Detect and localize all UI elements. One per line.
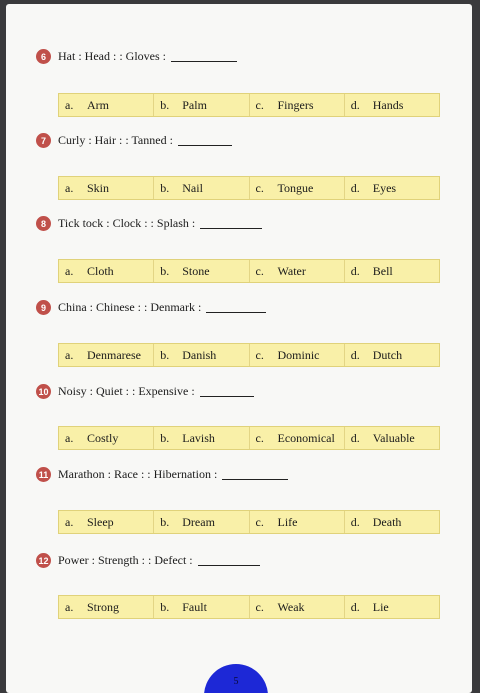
question-9 [36,300,266,315]
option-word: Arm [87,97,109,112]
option-b[interactable]: b. Fault [154,596,249,618]
option-word: Valuable [372,430,415,445]
answer-blank[interactable] [222,469,288,480]
option-word: Dutch [372,347,403,362]
option-c[interactable]: c. Tongue [250,177,345,199]
option-word: Strong [87,599,120,614]
option-c[interactable]: c. Economical [250,427,345,449]
option-d[interactable]: d. Bell [350,263,393,278]
question-10 [36,384,254,399]
options-row-6 [58,93,440,117]
question-text: China : Chinese : : Denmark : [58,300,202,314]
question-number: 6 [36,49,51,64]
options-row-8 [58,259,440,283]
question-11 [36,467,288,482]
option-word: Dream [182,514,215,529]
option-d[interactable]: d. Eyes [350,180,397,195]
option-word: Lie [372,599,389,614]
question-number: 10 [36,384,51,399]
answer-blank[interactable] [198,555,260,566]
option-a[interactable]: a. Strong [59,596,154,618]
option-d[interactable]: d. Lie [350,599,389,614]
option-word: Stone [182,263,210,278]
option-a[interactable]: a. Costly [59,427,154,449]
question-7 [36,133,232,148]
option-d[interactable]: d. Dutch [350,347,403,362]
question-number: 12 [36,553,51,568]
answer-blank[interactable] [178,135,232,146]
option-b[interactable]: b. Nail [154,177,249,199]
page-number: 5 [233,676,239,687]
option-word: Lavish [182,430,215,445]
option-a[interactable]: a. Skin [59,177,154,199]
option-word: Death [372,514,402,529]
answer-blank[interactable] [200,386,254,397]
option-word: Hands [372,97,404,112]
option-a[interactable]: a. Sleep [59,511,154,533]
option-word: Nail [182,180,203,195]
option-word: Tongue [277,180,314,195]
question-text: Noisy : Quiet : : Expensive : [58,384,195,398]
option-c[interactable]: c. Dominic [250,344,345,366]
question-text: Marathon : Race : : Hibernation : [58,467,218,481]
option-word: Economical [277,430,335,445]
options-row-12 [58,595,440,619]
option-a[interactable]: a. Denmarese [59,344,154,366]
option-c[interactable]: c. Fingers [250,94,345,116]
option-b[interactable]: b. Stone [154,260,249,282]
question-8 [36,216,262,231]
question-number: 8 [36,216,51,231]
options-row-7 [58,176,440,200]
options-row-10 [58,426,440,450]
question-12 [36,553,260,568]
option-d[interactable]: d. Death [350,514,402,529]
option-word: Cloth [87,263,114,278]
option-word: Bell [372,263,393,278]
option-b[interactable]: b. Palm [154,94,249,116]
option-word: Fault [182,599,207,614]
question-number: 11 [36,467,51,482]
option-word: Weak [277,599,305,614]
option-d[interactable]: d. Hands [350,97,404,112]
question-text: Hat : Head : : Gloves : [58,49,166,63]
option-d[interactable]: d. Valuable [350,430,415,445]
option-c[interactable]: c. Life [250,511,345,533]
option-word: Palm [182,97,207,112]
option-word: Fingers [277,97,314,112]
option-word: Water [277,263,306,278]
option-b[interactable]: b. Lavish [154,427,249,449]
question-number: 9 [36,300,51,315]
question-text: Power : Strength : : Defect : [58,553,193,567]
answer-blank[interactable] [206,302,266,313]
question-text: Curly : Hair : : Tanned : [58,133,173,147]
option-word: Dominic [277,347,320,362]
option-word: Costly [87,430,119,445]
question-text: Tick tock : Clock : : Splash : [58,216,196,230]
option-b[interactable]: b. Danish [154,344,249,366]
option-word: Danish [182,347,217,362]
answer-blank[interactable] [171,51,237,62]
option-word: Life [277,514,298,529]
option-a[interactable]: a. Arm [59,94,154,116]
answer-blank[interactable] [200,218,262,229]
option-word: Eyes [372,180,397,195]
option-word: Denmarese [87,347,141,362]
option-b[interactable]: b. Dream [154,511,249,533]
question-number: 7 [36,133,51,148]
options-row-11 [58,510,440,534]
question-6 [36,49,237,64]
worksheet-page [6,4,472,693]
option-word: Skin [87,180,110,195]
option-word: Sleep [87,514,114,529]
option-c[interactable]: c. Water [250,260,345,282]
option-c[interactable]: c. Weak [250,596,345,618]
option-a[interactable]: a. Cloth [59,260,154,282]
options-row-9 [58,343,440,367]
